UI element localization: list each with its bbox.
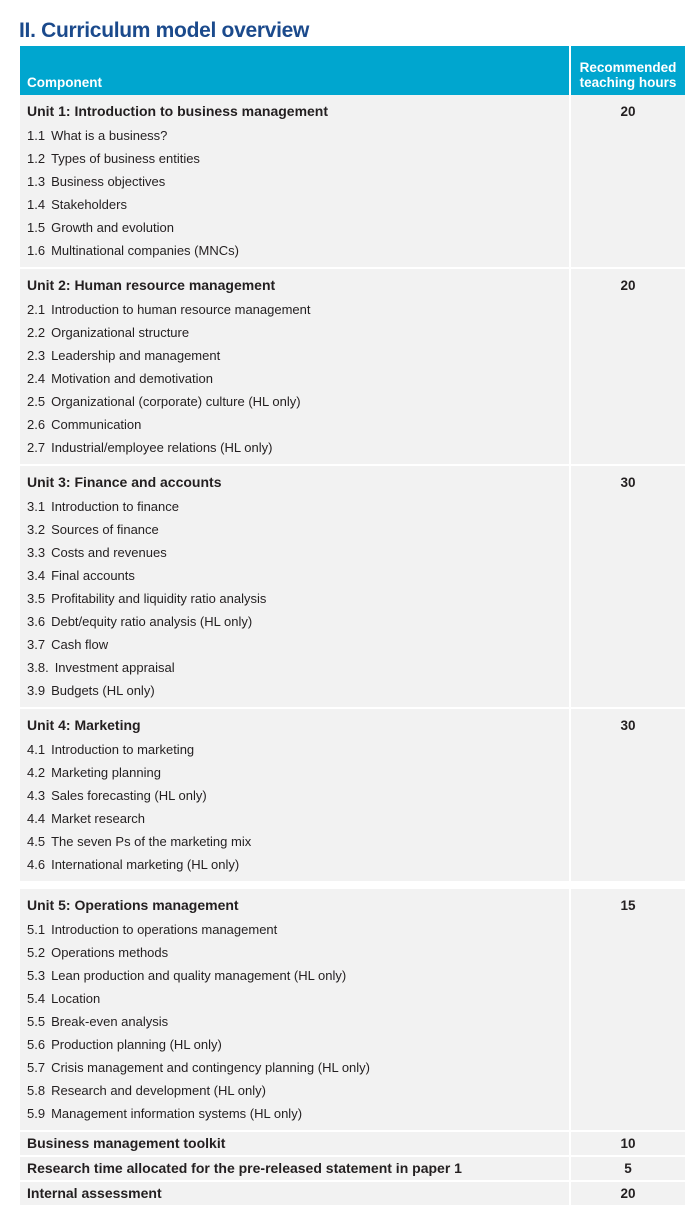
topic-text: Communication xyxy=(51,417,142,432)
curriculum-table xyxy=(20,46,685,1205)
topic-item xyxy=(27,541,569,564)
topic-number: 5.3 xyxy=(27,968,46,983)
topic-text: Costs and revenues xyxy=(51,545,167,560)
topic-text: Research and development (HL only) xyxy=(51,1083,266,1098)
topic-item xyxy=(27,941,569,964)
topic-item xyxy=(27,298,569,321)
topic-number: 4.5 xyxy=(27,834,46,849)
topic-number: 3.4 xyxy=(27,568,46,583)
topic-number: 5.6 xyxy=(27,1037,46,1052)
topic-text: Motivation and demotivation xyxy=(51,371,213,386)
topic-item xyxy=(27,367,569,390)
topic-text: Operations methods xyxy=(51,945,169,960)
topic-text: Break-even analysis xyxy=(51,1014,169,1029)
topic-item xyxy=(27,147,569,170)
topic-number: 2.5 xyxy=(27,394,46,409)
unit-hours: 20 xyxy=(570,268,685,465)
topic-item xyxy=(27,344,569,367)
topic-number: 3.7 xyxy=(27,637,46,652)
topic-text: What is a business? xyxy=(51,128,168,143)
topic-number: 1.3 xyxy=(27,174,46,189)
topic-number: 2.4 xyxy=(27,371,46,386)
summary-row xyxy=(20,1181,685,1205)
topic-text: Growth and evolution xyxy=(51,220,174,235)
topic-number: 3.2 xyxy=(27,522,46,537)
header-hours-line-1: Recommended xyxy=(579,60,677,75)
topic-number: 5.5 xyxy=(27,1014,46,1029)
topic-number: 5.4 xyxy=(27,991,46,1006)
header-component: Component xyxy=(20,46,570,95)
topic-number: 3.6 xyxy=(27,614,46,629)
topic-text: Business objectives xyxy=(51,174,166,189)
topic-item xyxy=(27,239,569,262)
topic-text: Crisis management and contingency planning (HL only) xyxy=(51,1060,370,1075)
summary-row xyxy=(20,1131,685,1156)
summary-label: Internal assessment xyxy=(20,1181,570,1205)
topic-text: Introduction to operations management xyxy=(51,922,278,937)
topic-item xyxy=(27,518,569,541)
table-body xyxy=(20,95,685,1205)
topic-text: Investment appraisal xyxy=(54,660,175,675)
unit-title: Unit 2: Human resource management xyxy=(27,277,276,293)
unit-row xyxy=(20,465,685,708)
unit-row xyxy=(20,95,685,268)
topic-item xyxy=(27,807,569,830)
topic-number: 5.8 xyxy=(27,1083,46,1098)
topic-text: Organizational structure xyxy=(51,325,190,340)
topic-text: Industrial/employee relations (HL only) xyxy=(51,440,273,455)
topic-number: 3.1 xyxy=(27,499,46,514)
topic-text: Sales forecasting (HL only) xyxy=(51,788,207,803)
topic-list xyxy=(20,120,569,267)
topic-item xyxy=(27,656,569,679)
topic-item xyxy=(27,918,569,941)
summary-label: Research time allocated for the pre-released statement in paper 1 xyxy=(20,1156,570,1181)
topic-item xyxy=(27,170,569,193)
topic-list xyxy=(20,734,569,881)
topic-number: 1.5 xyxy=(27,220,46,235)
topic-item xyxy=(27,761,569,784)
topic-list xyxy=(20,491,569,707)
topic-number: 3.8. xyxy=(27,660,49,675)
topic-number: 5.2 xyxy=(27,945,46,960)
topic-number: 4.6 xyxy=(27,857,46,872)
unit-title: Unit 1: Introduction to business management xyxy=(27,103,329,119)
topic-number: 1.1 xyxy=(27,128,46,143)
unit-hours: 30 xyxy=(570,708,685,885)
unit-row xyxy=(20,885,685,1131)
topic-item xyxy=(27,738,569,761)
topic-item xyxy=(27,964,569,987)
unit-hours: 30 xyxy=(570,465,685,708)
topic-item xyxy=(27,1079,569,1102)
unit-title: Unit 3: Finance and accounts xyxy=(27,474,222,490)
topic-number: 2.6 xyxy=(27,417,46,432)
topic-text: International marketing (HL only) xyxy=(51,857,240,872)
topic-item xyxy=(27,679,569,702)
unit-component-cell xyxy=(20,885,570,1131)
unit-hours: 15 xyxy=(570,885,685,1131)
topic-item xyxy=(27,830,569,853)
topic-text: Production planning (HL only) xyxy=(51,1037,222,1052)
topic-item xyxy=(27,1056,569,1079)
summary-label: Business management toolkit xyxy=(20,1131,570,1156)
topic-number: 3.5 xyxy=(27,591,46,606)
topic-number: 2.7 xyxy=(27,440,46,455)
topic-number: 2.2 xyxy=(27,325,46,340)
topic-number: 2.3 xyxy=(27,348,46,363)
topic-text: Stakeholders xyxy=(51,197,127,212)
topic-item xyxy=(27,564,569,587)
topic-list xyxy=(20,294,569,464)
table-header-row xyxy=(20,46,685,95)
topic-number: 5.7 xyxy=(27,1060,46,1075)
topic-text: Cash flow xyxy=(51,637,109,652)
topic-item xyxy=(27,784,569,807)
topic-item xyxy=(27,193,569,216)
topic-item xyxy=(27,1033,569,1056)
unit-title: Unit 4: Marketing xyxy=(27,717,141,733)
topic-number: 1.4 xyxy=(27,197,46,212)
topic-text: Types of business entities xyxy=(51,151,200,166)
topic-item xyxy=(27,390,569,413)
topic-item xyxy=(27,413,569,436)
topic-item xyxy=(27,853,569,876)
unit-component-cell xyxy=(20,268,570,465)
topic-item xyxy=(27,1102,569,1125)
topic-item xyxy=(27,587,569,610)
topic-text: Profitability and liquidity ratio analysis xyxy=(51,591,267,606)
topic-text: Leadership and management xyxy=(51,348,221,363)
topic-text: Introduction to finance xyxy=(51,499,179,514)
summary-hours: 20 xyxy=(570,1181,685,1205)
unit-component-cell xyxy=(20,465,570,708)
topic-number: 3.9 xyxy=(27,683,46,698)
topic-item xyxy=(27,436,569,459)
topic-item xyxy=(27,216,569,239)
topic-number: 4.4 xyxy=(27,811,46,826)
topic-number: 1.6 xyxy=(27,243,46,258)
unit-row xyxy=(20,708,685,885)
topic-item xyxy=(27,1010,569,1033)
unit-hours: 20 xyxy=(570,95,685,268)
topic-number: 5.9 xyxy=(27,1106,46,1121)
topic-text: Final accounts xyxy=(51,568,135,583)
topic-text: Marketing planning xyxy=(51,765,161,780)
section-title: II. Curriculum model overview xyxy=(19,19,310,42)
topic-text: Market research xyxy=(51,811,145,826)
topic-text: Organizational (corporate) culture (HL only) xyxy=(51,394,301,409)
topic-text: Budgets (HL only) xyxy=(51,683,155,698)
topic-number: 4.2 xyxy=(27,765,46,780)
unit-component-cell xyxy=(20,708,570,885)
unit-row xyxy=(20,268,685,465)
topic-text: Lean production and quality management (HL only) xyxy=(51,968,347,983)
topic-text: Debt/equity ratio analysis (HL only) xyxy=(51,614,253,629)
topic-text: Introduction to marketing xyxy=(51,742,195,757)
summary-hours: 10 xyxy=(570,1131,685,1156)
topic-number: 3.3 xyxy=(27,545,46,560)
topic-number: 4.3 xyxy=(27,788,46,803)
topic-item xyxy=(27,987,569,1010)
topic-text: Management information systems (HL only) xyxy=(51,1106,303,1121)
unit-component-cell xyxy=(20,95,570,268)
topic-number: 2.1 xyxy=(27,302,46,317)
topic-text: Introduction to human resource management xyxy=(51,302,311,317)
header-hours-line-2: teaching hours xyxy=(579,75,677,90)
summary-row xyxy=(20,1156,685,1181)
topic-item xyxy=(27,495,569,518)
unit-title: Unit 5: Operations management xyxy=(27,897,239,913)
topic-item xyxy=(27,610,569,633)
topic-item xyxy=(27,633,569,656)
topic-number: 5.1 xyxy=(27,922,46,937)
topic-text: Multinational companies (MNCs) xyxy=(51,243,239,258)
topic-text: Sources of finance xyxy=(51,522,159,537)
topic-text: The seven Ps of the marketing mix xyxy=(51,834,252,849)
topic-list xyxy=(20,914,569,1130)
header-teaching-hours xyxy=(570,46,685,95)
topic-number: 1.2 xyxy=(27,151,46,166)
topic-item xyxy=(27,124,569,147)
summary-hours: 5 xyxy=(570,1156,685,1181)
topic-number: 4.1 xyxy=(27,742,46,757)
topic-item xyxy=(27,321,569,344)
topic-text: Location xyxy=(51,991,101,1006)
